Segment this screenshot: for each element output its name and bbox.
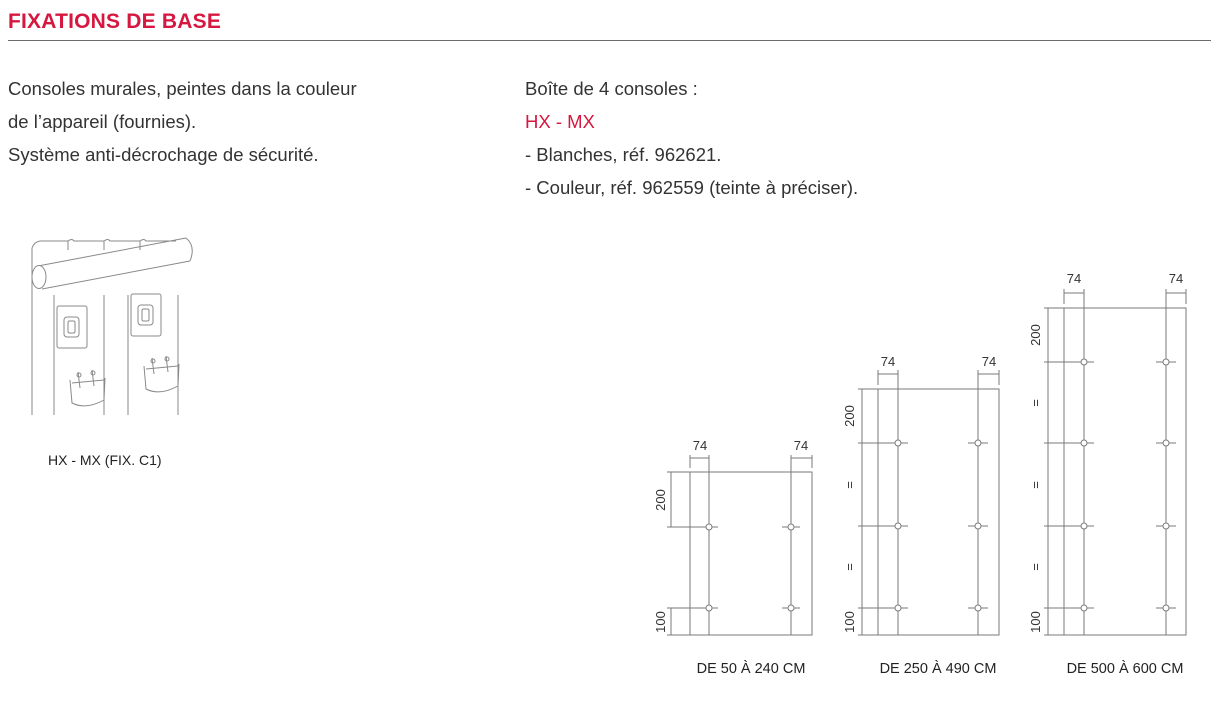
diagram-label-medium: DE 250 À 490 CM bbox=[879, 661, 997, 677]
dim-equal: = bbox=[1028, 563, 1043, 571]
dim-100: 100 bbox=[653, 611, 668, 633]
box-title: Boîte de 4 consoles : bbox=[525, 78, 698, 99]
dim-100: 100 bbox=[842, 611, 857, 633]
dim-equal: = bbox=[842, 563, 857, 571]
dim-74-right: 74 bbox=[981, 354, 997, 369]
model-name: HX - MX bbox=[525, 111, 595, 132]
dim-74-left: 74 bbox=[880, 354, 896, 369]
dim-74-left: 74 bbox=[692, 438, 708, 453]
dim-74-right: 74 bbox=[1168, 271, 1184, 286]
dim-74-right: 74 bbox=[793, 438, 809, 453]
dim-200: 200 bbox=[653, 489, 668, 511]
diagram-small bbox=[667, 455, 812, 635]
ref-white: - Blanches, réf. 962621. bbox=[525, 144, 722, 165]
description-line-1: Consoles murales, peintes dans la couleur bbox=[8, 78, 357, 99]
description-line-2: de l’appareil (fournies). bbox=[8, 111, 197, 132]
dim-equal: = bbox=[1028, 481, 1043, 489]
dim-74-left: 74 bbox=[1066, 271, 1082, 286]
diagram-label-small: DE 50 À 240 CM bbox=[696, 661, 806, 677]
dim-200: 200 bbox=[1028, 324, 1043, 346]
dim-equal: = bbox=[842, 481, 857, 489]
section-title: FIXATIONS DE BASE bbox=[8, 10, 222, 33]
diagram-large bbox=[1044, 289, 1186, 635]
illustration-caption: HX - MX (FIX. C1) bbox=[48, 452, 162, 468]
dim-equal: = bbox=[1028, 399, 1043, 407]
description-line-3: Système anti-décrochage de sécurité. bbox=[8, 144, 319, 165]
diagram-medium bbox=[858, 370, 999, 635]
ref-color: - Couleur, réf. 962559 (teinte à préciser). bbox=[525, 177, 859, 198]
dim-200: 200 bbox=[842, 405, 857, 427]
diagram-label-large: DE 500 À 600 CM bbox=[1066, 661, 1184, 677]
dim-100: 100 bbox=[1028, 611, 1043, 633]
